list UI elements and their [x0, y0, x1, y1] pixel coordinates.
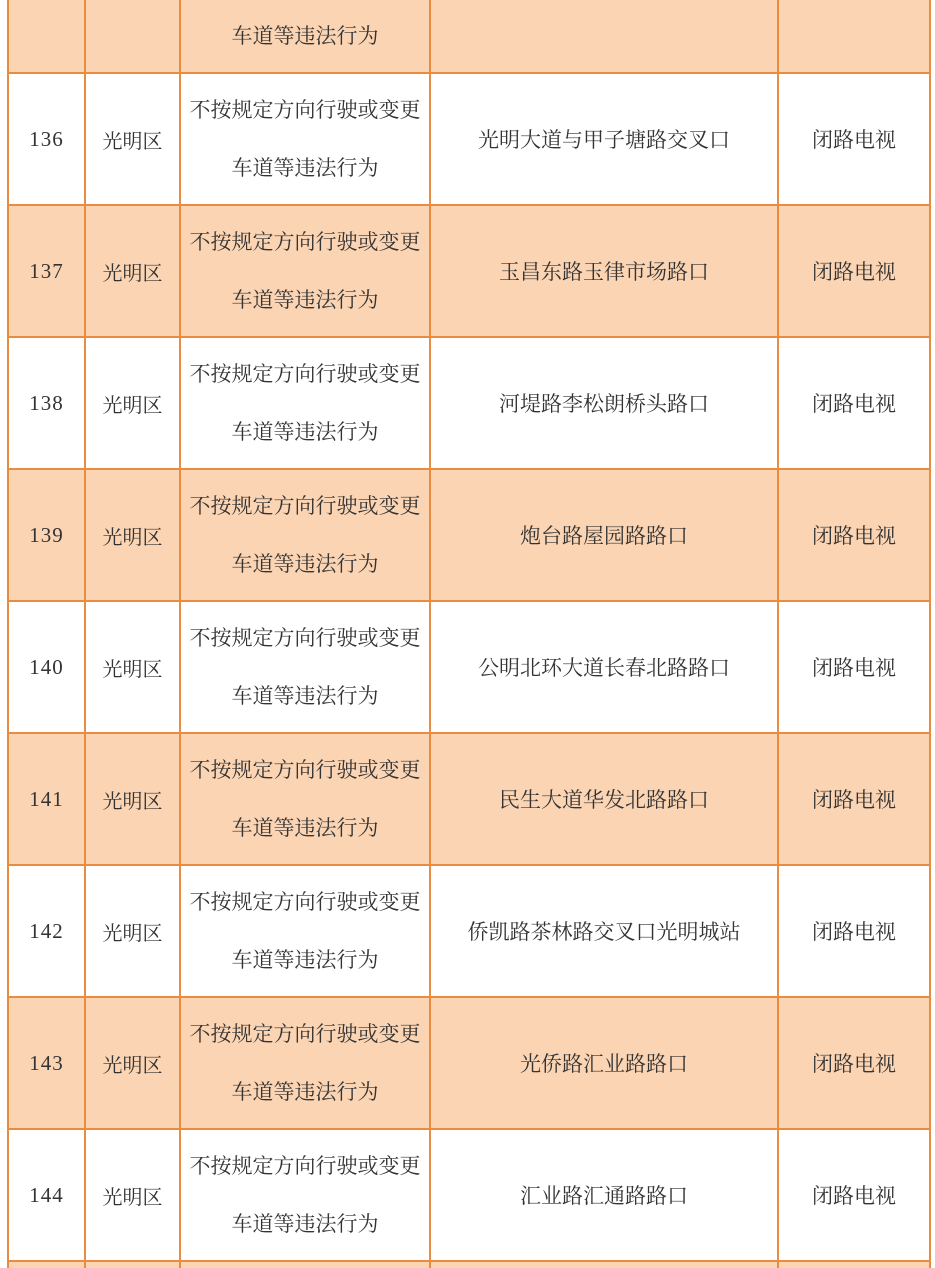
cell-index — [8, 73, 85, 205]
cell-violation — [180, 205, 430, 337]
table-body — [8, 0, 930, 1268]
violation-text-line2: 车道等违法行为 — [231, 420, 379, 444]
cell-method — [778, 1261, 930, 1268]
violation-text — [181, 609, 429, 725]
table-row-partial-top — [8, 0, 930, 73]
cell-violation — [180, 865, 430, 997]
cell-method — [778, 0, 930, 73]
violation-text-line1: 不按规定方向行驶或变更 — [189, 1154, 421, 1178]
district-label: 光明区 — [102, 130, 163, 153]
cell-index — [8, 865, 85, 997]
violation-text-line1: 不按规定方向行驶或变更 — [189, 758, 421, 782]
violation-text-line1: 不按规定方向行驶或变更 — [189, 494, 421, 518]
district-label: 光明区 — [102, 922, 163, 945]
district-label: 光明区 — [102, 394, 163, 417]
location-label: 玉昌东路玉律市场路口 — [499, 260, 709, 284]
cell-location — [430, 73, 778, 205]
district-label: 光明区 — [102, 1054, 163, 1077]
violation-text-line2: 车道等违法行为 — [231, 1080, 379, 1104]
cell-district — [85, 733, 180, 865]
cell-method — [778, 73, 930, 205]
table-row — [8, 337, 930, 469]
cell-index — [8, 0, 85, 73]
table-row — [8, 1129, 930, 1261]
monitoring-method-label: 闭路电视 — [812, 392, 896, 416]
violation-text-line2: 车道等违法行为 — [231, 684, 379, 708]
violation-text-line2: 车道等违法行为 — [231, 816, 379, 840]
table-row — [8, 469, 930, 601]
cell-index — [8, 601, 85, 733]
cell-location — [430, 205, 778, 337]
cell-district — [85, 865, 180, 997]
violation-text-line1: 不按规定方向行驶或变更 — [189, 98, 421, 122]
violation-text-line2: 车道等违法行为 — [231, 1212, 379, 1236]
table-row — [8, 205, 930, 337]
cell-district — [85, 337, 180, 469]
location-label: 汇业路汇通路路口 — [520, 1184, 688, 1208]
cell-method — [778, 601, 930, 733]
violation-text-line1: 不按规定方向行驶或变更 — [189, 890, 421, 914]
location-label: 侨凯路茶林路交叉口光明城站 — [467, 920, 741, 944]
violation-text-line2: 车道等违法行为 — [231, 552, 379, 576]
cell-method — [778, 733, 930, 865]
violation-text — [181, 345, 429, 461]
violation-text — [181, 741, 429, 857]
table-row — [8, 865, 930, 997]
violation-text-line2: 车道等违法行为 — [231, 948, 379, 972]
location-label: 炮台路屋园路路口 — [520, 524, 688, 548]
cell-index — [8, 1129, 85, 1261]
cell-method — [778, 1129, 930, 1261]
monitoring-method-label: 闭路电视 — [812, 1052, 896, 1076]
row-index: 139 — [29, 522, 64, 547]
table-row — [8, 997, 930, 1129]
cell-location — [430, 469, 778, 601]
cell-index — [8, 205, 85, 337]
cell-index — [8, 337, 85, 469]
table-row — [8, 601, 930, 733]
monitoring-method-label: 闭路电视 — [812, 260, 896, 284]
cell-violation — [180, 73, 430, 205]
cell-district — [85, 997, 180, 1129]
location-label: 光明大道与甲子塘路交叉口 — [478, 128, 730, 152]
violation-text — [181, 873, 429, 989]
location-label: 民生大道华发北路路口 — [499, 788, 709, 812]
location-label: 河堤路李松朗桥头路口 — [499, 392, 709, 416]
cell-index — [8, 1261, 85, 1268]
violation-text — [181, 1137, 429, 1253]
violation-text — [181, 213, 429, 329]
row-index: 141 — [29, 786, 64, 811]
cell-location — [430, 997, 778, 1129]
cell-violation — [180, 733, 430, 865]
cell-location — [430, 1261, 778, 1268]
district-label: 光明区 — [102, 658, 163, 681]
table-row — [8, 733, 930, 865]
cell-violation — [180, 337, 430, 469]
cell-method — [778, 337, 930, 469]
violation-text-line2: 车道等违法行为 — [231, 288, 379, 312]
cell-violation — [180, 469, 430, 601]
cell-violation — [180, 0, 430, 73]
cell-location — [430, 1129, 778, 1261]
monitoring-method-label: 闭路电视 — [812, 524, 896, 548]
cell-violation — [180, 1261, 430, 1268]
monitoring-method-label: 闭路电视 — [812, 656, 896, 680]
violation-text-line2: 车道等违法行为 — [231, 156, 379, 180]
cell-index — [8, 733, 85, 865]
violation-text-line1: 不按规定方向行驶或变更 — [189, 626, 421, 650]
violation-text — [181, 477, 429, 593]
row-index: 144 — [29, 1182, 64, 1207]
cell-location — [430, 865, 778, 997]
violation-text — [181, 1005, 429, 1121]
row-index: 137 — [29, 258, 64, 283]
cell-district — [85, 469, 180, 601]
cell-location — [430, 733, 778, 865]
row-index: 140 — [29, 654, 64, 679]
violation-text — [181, 81, 429, 197]
cell-district — [85, 1129, 180, 1261]
monitoring-method-label: 闭路电视 — [812, 788, 896, 812]
violation-text-line2: 车道等违法行为 — [231, 24, 379, 48]
violation-text-line1: 不按规定方向行驶或变更 — [189, 230, 421, 254]
table-row-partial-bottom — [8, 1261, 930, 1268]
violation-text-line1: 不按规定方向行驶或变更 — [189, 362, 421, 386]
cell-method — [778, 997, 930, 1129]
district-label: 光明区 — [102, 262, 163, 285]
table-row — [8, 73, 930, 205]
cell-violation — [180, 1129, 430, 1261]
district-label: 光明区 — [102, 1186, 163, 1209]
monitoring-method-label: 闭路电视 — [812, 128, 896, 152]
row-index: 138 — [29, 390, 64, 415]
cell-index — [8, 469, 85, 601]
cell-method — [778, 469, 930, 601]
cell-violation — [180, 601, 430, 733]
cell-location — [430, 601, 778, 733]
cell-method — [778, 205, 930, 337]
cell-district — [85, 0, 180, 73]
row-index: 136 — [29, 126, 64, 151]
cell-location — [430, 0, 778, 73]
cell-index — [8, 997, 85, 1129]
cell-district — [85, 73, 180, 205]
cell-district — [85, 1261, 180, 1268]
location-label: 光侨路汇业路路口 — [520, 1052, 688, 1076]
district-label: 光明区 — [102, 526, 163, 549]
row-index: 142 — [29, 918, 64, 943]
violation-text-line1: 不按规定方向行驶或变更 — [189, 1022, 421, 1046]
monitoring-method-label: 闭路电视 — [812, 920, 896, 944]
location-label: 公明北环大道长春北路路口 — [478, 656, 730, 680]
monitoring-method-label: 闭路电视 — [812, 1184, 896, 1208]
row-index: 143 — [29, 1050, 64, 1075]
violation-table — [7, 0, 931, 1268]
cell-district — [85, 601, 180, 733]
cell-district — [85, 205, 180, 337]
cell-violation — [180, 997, 430, 1129]
cell-method — [778, 865, 930, 997]
cell-location — [430, 337, 778, 469]
district-label: 光明区 — [102, 790, 163, 813]
